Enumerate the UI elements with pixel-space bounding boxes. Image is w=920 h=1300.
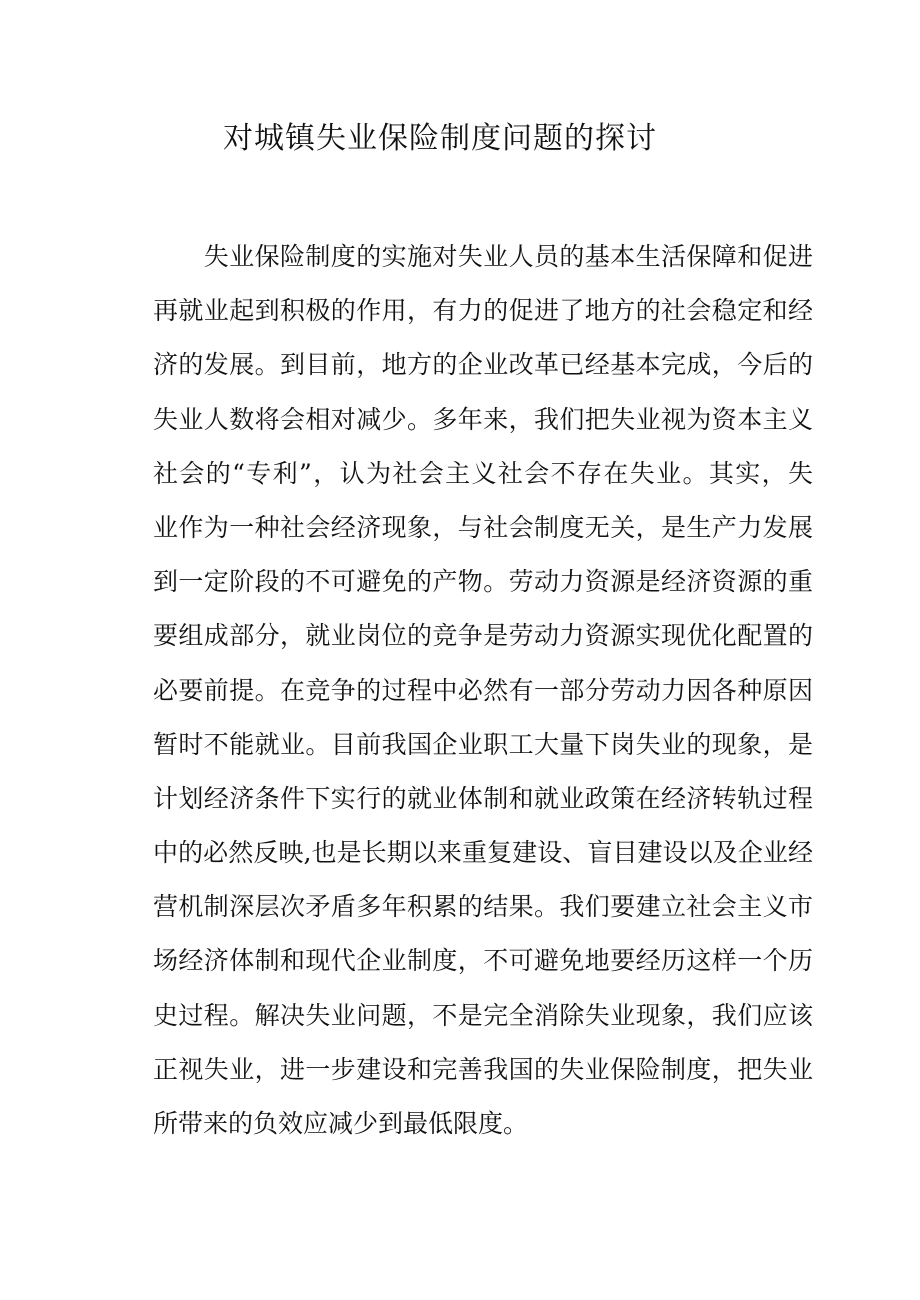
paragraph-line: 史过程。解决失业问题，不是完全消除失业现象，我们应该 [153, 1000, 813, 1030]
paragraph-line: 正视失业，进一步建设和完善我国的失业保险制度，把失业 [153, 1054, 813, 1084]
paragraph-line: 场经济体制和现代企业制度，不可避免地要经历这样一个历 [153, 946, 813, 976]
document-title: 对城镇失业保险制度问题的探讨 [223, 121, 657, 156]
paragraph-line: 失业人数将会相对减少。多年来，我们把失业视为资本主义 [153, 404, 813, 434]
paragraph-line: 社会的“专利”，认为社会主义社会不存在失业。其实，失 [153, 458, 813, 488]
paragraph-line: 济的发展。到目前，地方的企业改革已经基本完成，今后的 [153, 350, 813, 380]
paragraph-line: 业作为一种社会经济现象，与社会制度无关，是生产力发展 [153, 512, 813, 542]
paragraph-line: 计划经济条件下实行的就业体制和就业政策在经济转轨过程 [153, 783, 813, 813]
body-paragraph [153, 230, 813, 1151]
paragraph-line: 所带来的负效应减少到最低限度。 [153, 1109, 529, 1138]
paragraph-line: 营机制深层次矛盾多年积累的结果。我们要建立社会主义市 [153, 892, 813, 922]
paragraph-line: 要组成部分，就业岗位的竞争是劳动力资源实现优化配置的 [153, 621, 813, 651]
paragraph-line: 失业保险制度的实施对失业人员的基本生活保障和促进 [153, 242, 813, 271]
paragraph-line: 暂时不能就业。目前我国企业职工大量下岗失业的现象，是 [153, 729, 813, 759]
paragraph-line: 必要前提。在竞争的过程中必然有一部分劳动力因各种原因 [153, 675, 813, 705]
paragraph-line: 到一定阶段的不可避免的产物。劳动力资源是经济资源的重 [153, 567, 813, 597]
paragraph-line: 再就业起到积极的作用，有力的促进了地方的社会稳定和经 [153, 296, 813, 326]
paragraph-line: 中的必然反映,也是长期以来重复建设、盲目建设以及企业经 [153, 838, 813, 868]
